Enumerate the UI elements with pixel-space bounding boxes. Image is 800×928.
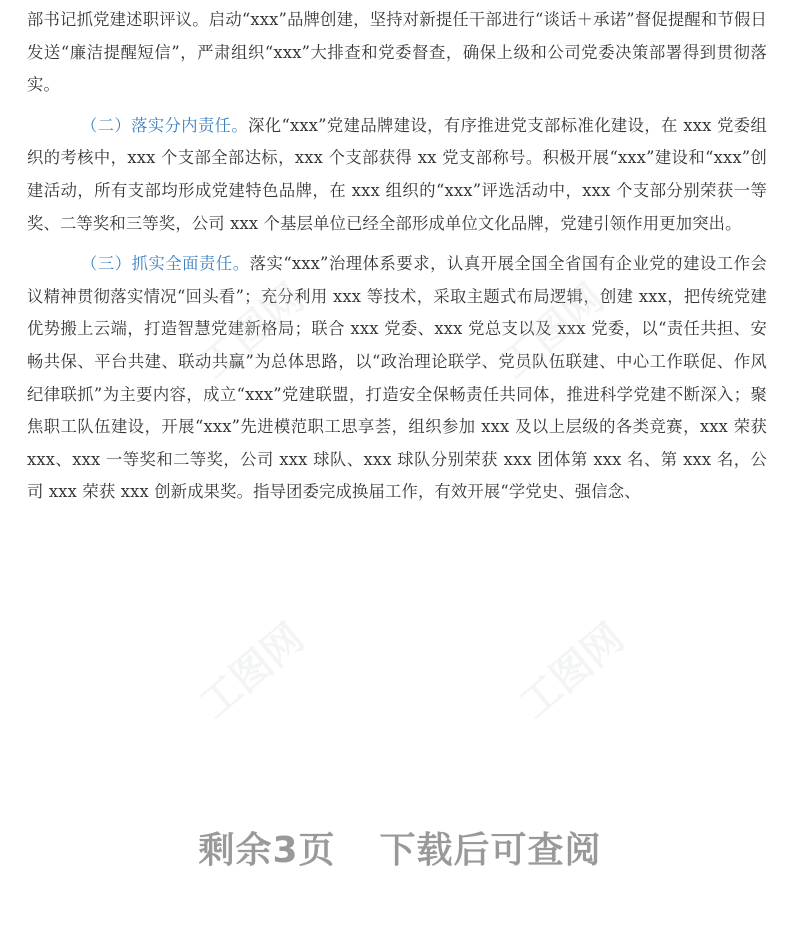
paragraph-3: [27, 248, 767, 509]
download-prompt-text: 下载后可查阅: [379, 830, 602, 871]
paragraph-2-heading: （二）落实分内责任。: [81, 115, 249, 135]
paragraph-2-body: 深化“xxx”党建品牌建设，有序推进党支部标准化建设，在 xxx 党委组织的考核中，xxx 个支部全部达标，xxx 个支部获得 xx 党支部称号。积极开展“xxx”建设和“xxx”创建活动，所有支部均形成党建特色品牌，在 xxx 组织的“xxx”评选活动中，xxx 个支部分别荣获一等奖、二等奖和三等奖，公司 xxx 个基层单位已经全部形成单位文化品牌，党建引领作用更加突出。: [27, 115, 767, 233]
watermark-4: 工图网: [511, 614, 633, 728]
remaining-pages-text: 剩余3页: [198, 830, 336, 871]
paragraph-3-body: 落实“xxx”治理体系要求，认真开展全国全省国有企业党的建设工作会议精神贯彻落实情况“回头看”；充分利用 xxx 等技术，采取主题式布局逻辑，创建 xxx，把传统党建优势搬上云端，打造智慧党建新格局；联合 xxx 党委、xxx 党总支以及 xxx 党委，以“责任共担、安畅共保、平台共建、联动共赢”为总体思路，以“政治理论联学、党员队伍联建、中心工作联促、作风纪律联抓”为主要内容，成立“xxx”党建联盟，打造安全保畅责任共同体，推进科学党建不断深入；聚焦职工队伍建设，开展“xxx”先进模范职工思享荟，组织参加 xxx 及以上层级的各类竞赛，xxx 荣获 xxx、xxx 一等奖和二等奖，公司 xxx 球队、xxx 球队分别荣获 xxx 团体第 xxx 名、第 xxx 名，公司 xxx 荣获 xxx 创新成果奖。指导团委完成换届工作，有效开展“学党史、强信念、: [27, 254, 767, 502]
document-body: [27, 0, 767, 509]
download-notice[interactable]: [0, 822, 800, 873]
paragraph-1: [27, 4, 767, 102]
paragraph-1-text: 部书记抓党建述职评议。启动“xxx”品牌创建，坚持对新提任干部进行“谈话＋承诺”督促提醒和节假日发送“廉洁提醒短信”，严肃组织“xxx”大排查和党委督查，确保上级和公司党委决策部署得到贯彻落实。: [27, 10, 767, 95]
watermark-1: 工图网: [191, 274, 313, 388]
paragraph-3-heading: （三）抓实全面责任。: [81, 254, 250, 274]
watermark-2: 工图网: [491, 274, 613, 388]
watermark-3: 工图网: [191, 614, 313, 728]
paragraph-2: [27, 110, 767, 240]
